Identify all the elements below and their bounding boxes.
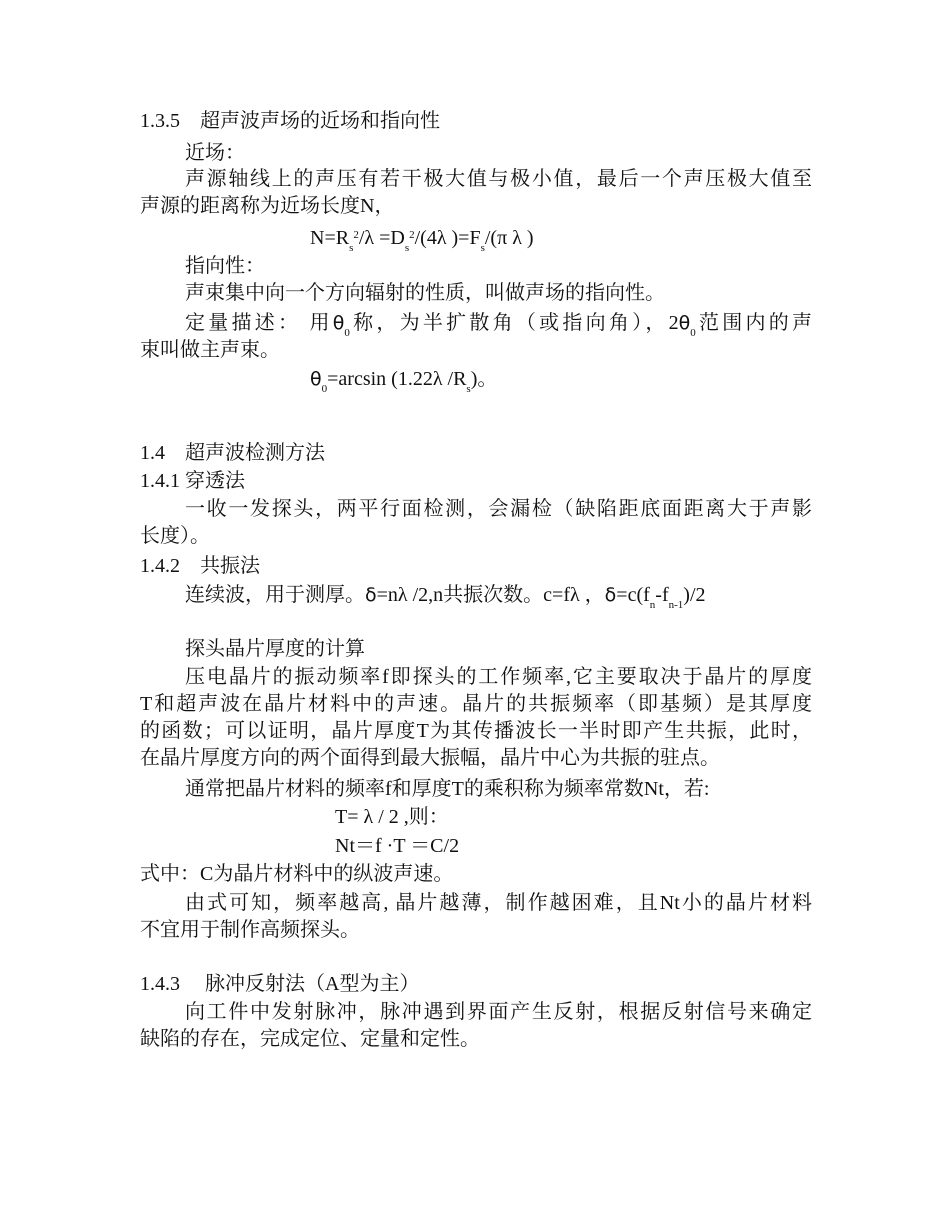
freq-constant-text: 通常把晶片材料的频率f和厚度T的乘积称为频率常数Nt，若: xyxy=(185,778,710,800)
near-field-text-line2: 声源的距离称为近场长度N， xyxy=(140,195,395,217)
resonance-method-text: 连续波，用于测厚。δ=nλ /2,n共振次数。c=fλ ，$\delta=c(f_n-f_{n-1})/2$ xyxy=(185,584,706,611)
heading-1-4-1: 1.4.1 穿透法 xyxy=(140,470,245,492)
heading-1-4-3: 1.4.3 脉冲反射法（A型为主） xyxy=(140,973,420,995)
quantitative-desc-line2: 束叫做主声束。 xyxy=(140,339,280,361)
heading-1-4: 1.4 超声波检测方法 xyxy=(140,442,325,464)
note-longitudinal-velocity: 式中：C为晶片材料中的纵波声速。 xyxy=(140,863,454,885)
calc-title: 探头晶片厚度的计算 xyxy=(185,638,365,660)
equation-near-field-length: $N=R_s^2/\lambda =D_s^2/(4\lambda$ )$=F_s/(\pi$ λ ) xyxy=(310,227,534,254)
calc-paragraph-line4: 在晶片厚度方向的两个面得到最大振幅，晶片中心为共振的驻点。 xyxy=(140,747,720,769)
directivity-label: 指向性： xyxy=(185,255,265,277)
conclusion-line2: 不宜用于制作高频探头。 xyxy=(140,919,360,941)
calc-paragraph-line1: 压电晶片的振动频率f即探头的工作频率,它主要取决于晶片的厚度 xyxy=(185,666,812,688)
pulse-echo-line2: 缺陷的存在，完成定位、定量和定性。 xyxy=(140,1028,480,1050)
conclusion-line1: 由式可知，频率越高, 晶片越薄，制作越困难，且Nt小的晶片材料 xyxy=(185,892,812,914)
directivity-text: 声束集中向一个方向辐射的性质，叫做声场的指向性。 xyxy=(185,282,665,304)
heading-1-4-2: 1.4.2 共振法 xyxy=(140,555,260,577)
equation-half-angle: $\theta_0=\arcsin$ (1.22λ $/R_s$)。 xyxy=(310,368,498,395)
through-method-line1: 一收一发探头，两平行面检测，会漏检（缺陷距底面距离大于声影 xyxy=(185,498,812,520)
calc-paragraph-line3: 的函数；可以证明，晶片厚度T为其传播波长一半时即产生共振，此时， xyxy=(140,720,812,742)
pulse-echo-line1: 向工件中发射脉冲，脉冲遇到界面产生反射，根据反射信号来确定 xyxy=(185,1001,812,1023)
near-field-label: 近场： xyxy=(185,142,245,164)
through-method-line2: 长度）。 xyxy=(140,525,210,547)
calc-paragraph-line2: T和超声波在晶片材料中的声速。晶片的共振频率（即基频）是其厚度 xyxy=(140,693,812,715)
quantitative-desc-line1: 定量描述： 用$\theta_0$称，为半扩散角（或指向角），$2\theta_0$范围内的声 xyxy=(185,312,812,339)
equation-thickness: T= λ / 2 ,则： xyxy=(335,806,449,828)
heading-1-3-5: 1.3.5 超声波声场的近场和指向性 xyxy=(140,110,440,132)
equation-freq-constant: Nt＝f ·T ＝C/2 xyxy=(335,835,460,857)
near-field-text-line1: 声源轴线上的声压有若干极大值与极小值，最后一个声压极大值至 xyxy=(185,168,812,190)
